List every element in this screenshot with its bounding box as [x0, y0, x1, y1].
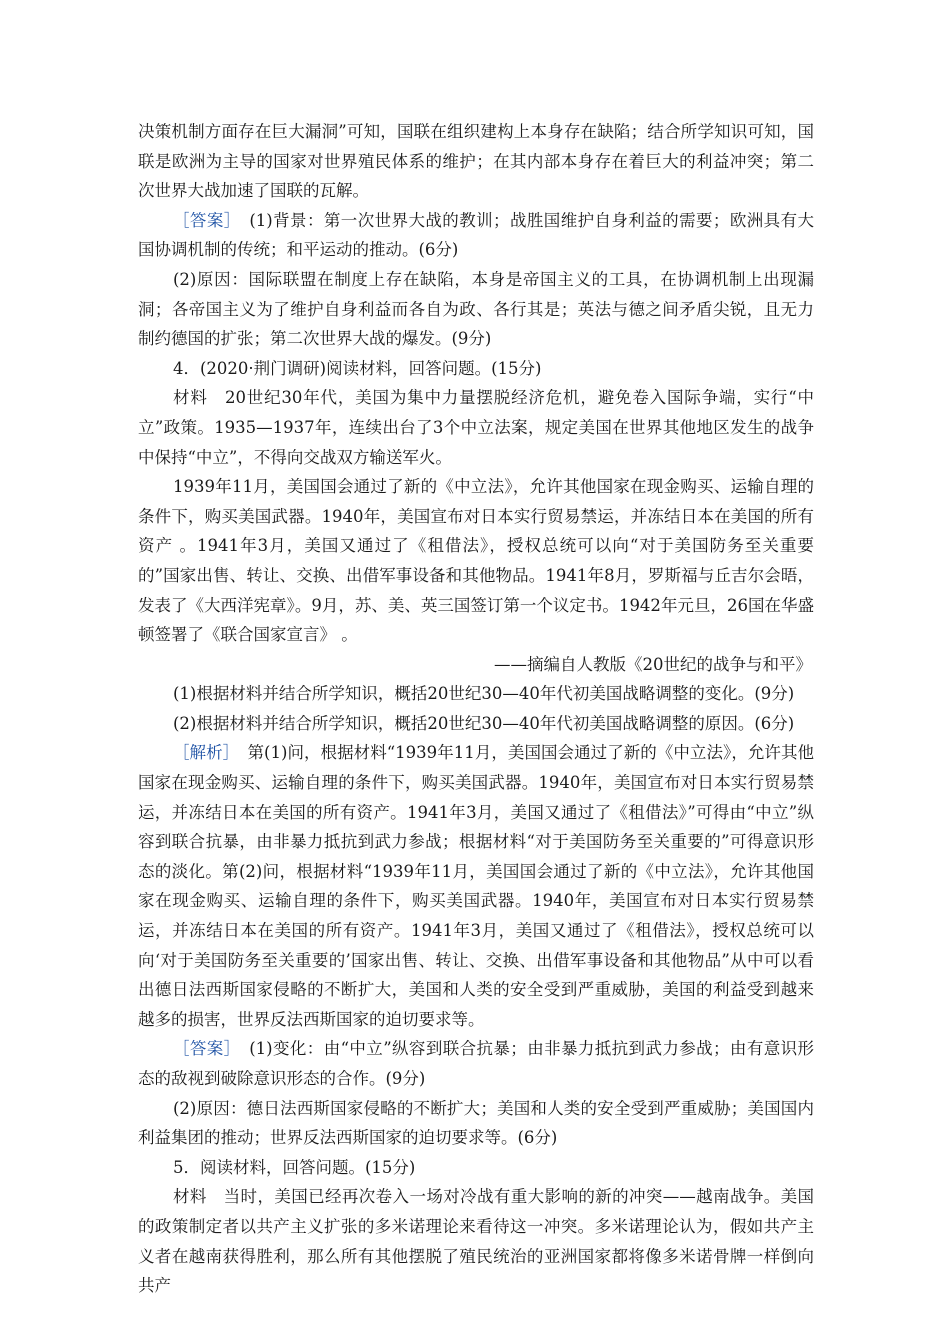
answer-text: (1)变化：由“中立”纵容到联合抗暴；由非暴力抵抗到武力参战；由有意识形态的敌视到破除意识形态的合作。(9分) [138, 1039, 815, 1088]
paragraph-answer-1 [138, 206, 814, 265]
paragraph-answer-2: (2)原因：国际联盟在制度上存在缺陷，本身是帝国主义的工具，在协调机制上出现漏洞；各帝国主义为了维护自身利益而各自为政、各行其是；英法与德之间矛盾尖锐，且无力制约德国的扩张；第二次世界大战的爆发。(9分) [138, 269, 814, 349]
analysis-text: 第(1)问，根据材料“1939年11月，美国国会通过了新的《中立法》，允许其他国家在现金购买、运输自理的条件下，购买美国武器。1940年，美国宣布对日本实行贸易禁运，并冻结日本在美国的所有资产。1941年3月，美国又通过了《租借法》”可得由“中立”纵容到联合抗暴，由非暴力抵抗到武力参战；根据材料“对于美国防务至关重要的”可得意识形态的淡化。第(2)问，根据材料“1939年11月，美国国会通过了新的《中立法》，允许其他国家在现金购买、运输自理的条件下，购买美国武器。1940年，美国宣布对日本实行贸易禁运，并冻结日本在美国的所有资产。1941年3月，美国又通过了《租借法》，授权总统可以向‘对于美国防务至关重要的’国家出售、转让、交换、出借军事设备和其他物品”从中可以看出德日法西斯国家侵略的不断扩大，美国和人类的安全受到严重威胁，美国的利益受到越来越多的损害，世界反法西斯国家的迫切要求等。 [138, 743, 815, 1029]
question-4-title: 4．(2020·荆门调研)阅读材料，回答问题。(15分) [173, 358, 542, 378]
question-4-material-1: 材料 20世纪30年代，美国为集中力量摆脱经济危机，避免卷入国际争端，实行“中立”政策。1935—1937年，连续出台了3个中立法案，规定美国在世界其他地区发生的战争中保持“中立”，不得向交战双方输送军火。 [138, 388, 814, 467]
question-5-title: 5．阅读材料，回答问题。(15分) [173, 1157, 416, 1177]
paragraph-answer-4: (2)原因：德日法西斯国家侵略的不断扩大；美国和人类的安全受到严重威胁；美国国内利益集团的推动；世界反法西斯国家的迫切要求等。(6分) [138, 1098, 814, 1148]
paragraph-answer-3 [138, 1034, 814, 1093]
answer-tag: ［答案］ [173, 210, 233, 230]
material-source: ——摘编自人教版《20世纪的战争与和平》 [494, 654, 812, 674]
answer-tag: ［答案］ [173, 1039, 233, 1059]
paragraph-analysis [138, 738, 814, 1034]
question-4-sub-2: (2)根据材料并结合所学知识，概括20世纪30—40年代初美国战略调整的原因。(6分) [173, 713, 795, 733]
question-4-material-2: 1939年11月，美国国会通过了新的《中立法》，允许其他国家在现金购买、运输自理的条件下，购买美国武器。1940年，美国宣布对日本实行贸易禁运，并冻结日本在美国的所有资产 。1941年3月，美国又通过了《租借法》，授权总统可以向“对于美国防务至关重要的”国家出售、转让、交换、出借军事设备和其他物品。1941年8月，罗斯福与丘吉尔会晤，发表了《大西洋宪章》。9月，苏、美、英三国签订第一个议定书。1942年元旦，26国在华盛顿签署了《联合国家宣言》 。 [138, 477, 814, 645]
analysis-tag: ［解析］ [173, 743, 231, 763]
paragraph-analysis-continuation: 决策机制方面存在巨大漏洞”可知，国联在组织建构上本身存在缺陷；结合所学知识可知，国联是欧洲为主导的国家对世界殖民体系的维护；在其内部本身存在着巨大的利益冲突；第二次世界大战加速了国联的瓦解。 [138, 122, 814, 201]
question-5-material: 材料 当时，美国已经再次卷入一场对冷战有重大影响的新的冲突——越南战争。美国的政策制定者以共产主义扩张的多米诺理论来看待这一冲突。多米诺理论认为，假如共产主义者在越南获得胜利，那么所有其他摆脱了殖民统治的亚洲国家都将像多米诺骨牌一样倒向共产 [138, 1187, 814, 1296]
answer-text: (1)背景：第一次世界大战的教训；战胜国维护自身利益的需要；欧洲具有大国协调机制的传统；和平运动的推动。(6分) [138, 210, 815, 260]
question-4-sub-1: (1)根据材料并结合所学知识，概括20世纪30—40年代初美国战略调整的变化。(9分) [173, 684, 795, 704]
document-body [138, 117, 814, 1301]
